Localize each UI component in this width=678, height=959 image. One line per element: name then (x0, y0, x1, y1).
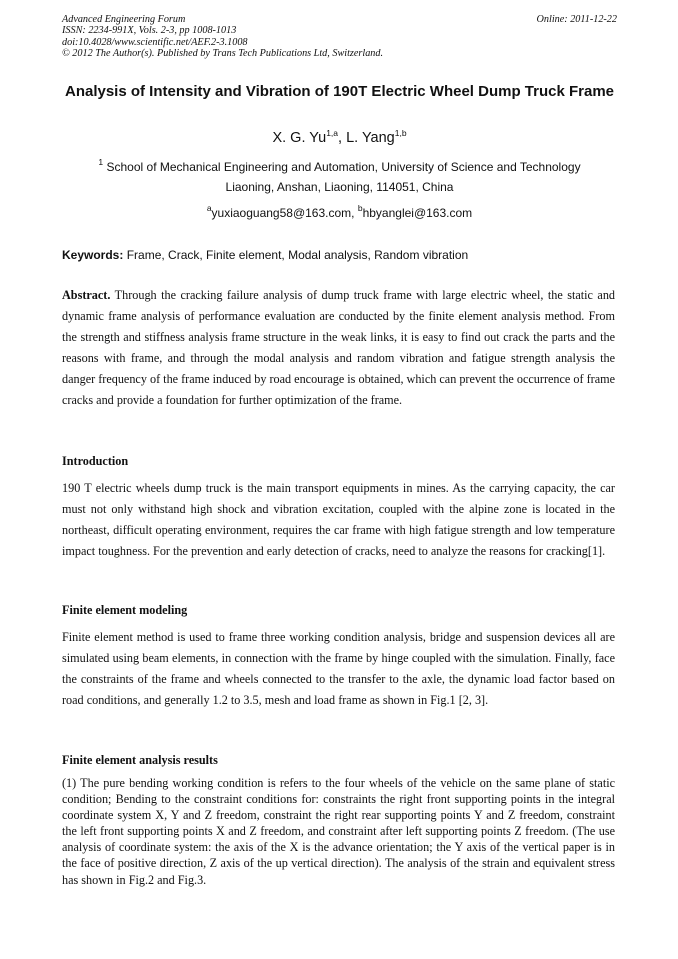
abstract-label: Abstract. (62, 288, 111, 302)
email-address: yuxiaoguang58@163.com (211, 206, 352, 220)
author-name: L. Yang (346, 130, 395, 146)
issn-line: ISSN: 2234-991X, Vols. 2-3, pp 1008-1013 (62, 25, 237, 37)
author-superscript: 1,a (326, 128, 339, 138)
keywords-label: Keywords: (62, 248, 124, 262)
introduction-heading: Introduction (62, 454, 129, 468)
doi-line: doi:10.4028/www.scientific.net/AEF.2-3.1008 (62, 36, 248, 48)
email-separator: , (351, 206, 358, 220)
email-address: hbyanglei@163.com (362, 206, 473, 220)
affiliation-superscript: 1 (98, 157, 104, 167)
abstract (62, 285, 615, 410)
author-name: X. G. Yu (272, 130, 327, 146)
author-emails (62, 205, 617, 221)
abstract-text: Through the cracking failure analysis of dump truck frame with large electric wheel, the static and dynamic frame analysis of performance evaluation are conducted by the finite element analysis method. From the strength and stiffness analysis frame structure in the weak links, it is easy to find out crack the parts and the reasons with frame, and through the modal analysis and random vibration and fatigue strength analysis the danger frequency of the frame induced by road encourage is obtained, which can prevent the occurrence of frame cracks and provide a foundation for further optimization of the frame. (62, 288, 616, 407)
online-date: Online: 2011-12-22 (536, 14, 617, 25)
keywords-text: Frame, Crack, Finite element, Modal analysis, Random vibration (126, 248, 469, 262)
email-superscript: a (206, 203, 212, 213)
copyright-line: © 2012 The Author(s). Published by Trans Tech Publications Ltd, Switzerland. (62, 47, 384, 59)
results-heading: Finite element analysis results (62, 753, 218, 767)
affiliation-line-1: School of Mechanical Engineering and Automation, University of Science and Technology (106, 160, 581, 174)
email-superscript: b (357, 203, 363, 213)
journal-name: Advanced Engineering Forum (62, 14, 186, 25)
journal-header (62, 14, 617, 59)
author-separator: , (338, 130, 347, 146)
author-superscript: 1,b (394, 128, 407, 138)
modeling-text: Finite element method is used to frame three working condition analysis, bridge and suspension devices all are simulated using beam elements, in connection with the frame by hinge coupled with the simulation. Finally, face the constraints of the frame and wheels connected to the transfer to the axle, the dynamic load factor based on road conditions, and generally 1.2 to 3.5, mesh and load frame as shown in Fig.1 [2, 3]. (62, 630, 615, 707)
author-list (62, 128, 617, 148)
paper-title: Analysis of Intensity and Vibration of 190T Electric Wheel Dump Truck Frame (64, 83, 615, 100)
introduction-text: 190 T electric wheels dump truck is the main transport equipments in mines. As the carrying capacity, the car must not only withstand high shock and vibration excitation, coupled with the alpine zone is located in the northeast, difficult operating environment, requires the car frame with high fatigue strength and low temperature impact toughness. For the prevention and early detection of cracks, need to analyze the reasons for cracking[1]. (62, 481, 615, 558)
keywords (62, 247, 617, 263)
affiliation (62, 157, 617, 197)
affiliation-line-2: Liaoning, Anshan, Liaoning, 114051, China (225, 180, 454, 194)
results-text: (1) The pure bending working condition is refers to the four wheels of the vehicle on the same plane of static condition; Bending to the constraint conditions for: constraints the right front supporting points in the integral coordinate system X, Y and Z freedom, constraint the right rear supporting points Y and Z freedom, constraint the left front supporting points X and Z freedom, and constraint after left supporting points Z freedom. (The use analysis of coordinate system: the axis of the X is the advance orientation; the Y axis of the vertical paper is in the face of positive direction, Z axis of the up vertical direction). The analysis of the strain and equivalent stress has shown in Fig.2 and Fig.3. (62, 776, 615, 887)
modeling-heading: Finite element modeling (62, 603, 188, 617)
